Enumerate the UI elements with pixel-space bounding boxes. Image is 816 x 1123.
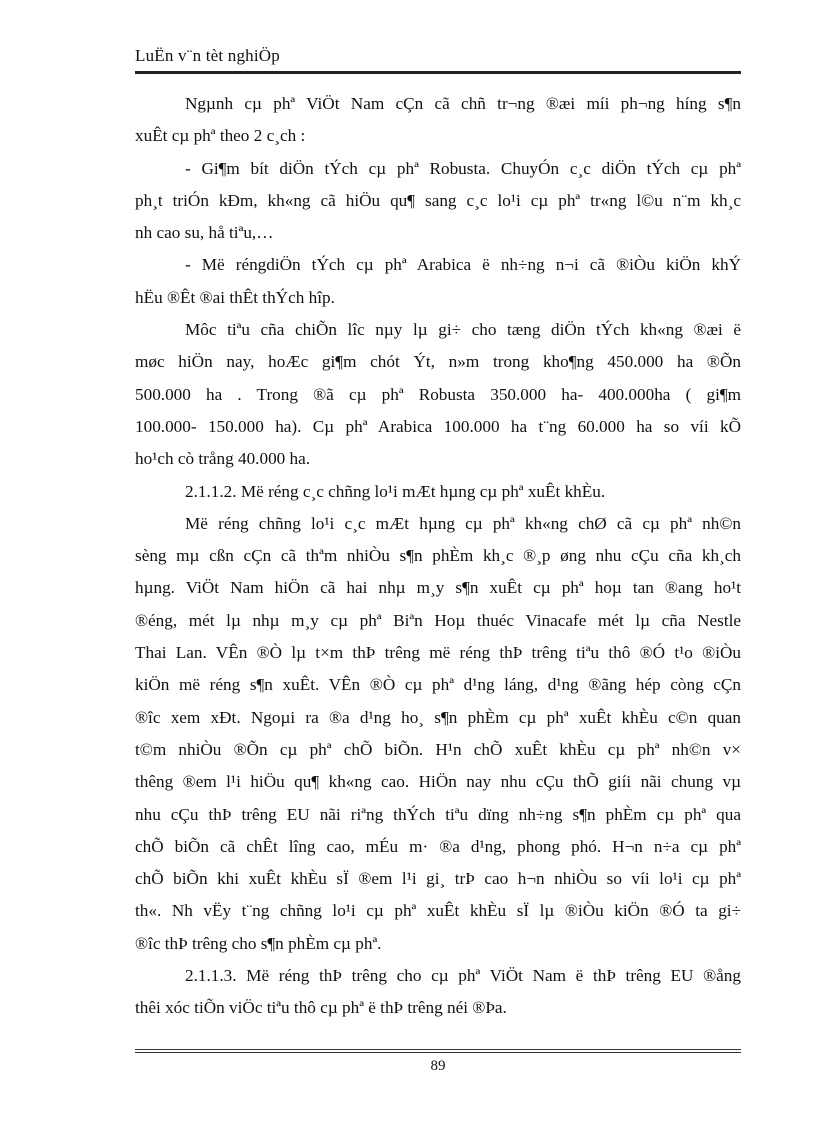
text-line: 100.000- 150.000 ha). Cµ phª Arabica 100.000 ha t¨ng 60.000 ha so víi kÕ [135, 416, 741, 436]
text-line: nh cao su, hå tiªu,… [135, 223, 274, 243]
text-line: chÕ biÕn khi xuÊt khÈu sÏ ®em l¹i gi¸ trÞ cao h¬n nhiÒu so víi lo¹i cµ phª [135, 869, 741, 889]
paragraph [135, 508, 741, 960]
text-line: Thai Lan. VÊn ®Ò lµ t×m thÞ trêng më réng thÞ trêng tiªu thô ®Ó t¹o ®iÒu [135, 643, 741, 663]
text-line: 2.1.1.2. Më réng c¸c chñng lo¹i mÆt hµng cµ phª xuÊt khÈu. [185, 481, 606, 501]
text-line: Ngµnh cµ phª ViÖt Nam cÇn cã chñ tr¬ng ®æi míi ph¬ng híng s¶n [185, 94, 741, 113]
text-line: - Gi¶m bít diÖn tÝch cµ phª Robusta. ChuyÓn c¸c diÖn tÝch cµ phª [185, 158, 741, 178]
text-line: Më réng chñng lo¹i c¸c mÆt hµng cµ phª kh«ng chØ cã cµ phª nh©n [185, 513, 741, 533]
text-line: sèng mµ cßn cÇn cã thªm nhiÒu s¶n phÈm kh¸c ®¸p øng nhu cÇu cña kh¸ch [135, 546, 741, 566]
text-line: chÕ biÕn cã chÊt lîng cao, mÉu m· ®a d¹ng, phong phó. H¬n n÷a cµ phª [135, 836, 741, 856]
text-line: ®îc thÞ trêng cho s¶n phÈm cµ phª. [135, 933, 382, 953]
document-body [135, 88, 741, 1025]
text-line: hµng. ViÖt Nam hiÖn cã hai nhµ m¸y s¶n xuÊt cµ phª hoµ tan ®ang ho¹t [135, 578, 741, 598]
paragraph [135, 249, 741, 314]
text-line: xuÊt cµ phª theo 2 c¸ch : [135, 126, 306, 146]
text-line: 2.1.1.3. Më réng thÞ trêng cho cµ phª ViÖt Nam ë thÞ trêng EU ®ång [185, 966, 741, 986]
page-number: 89 [430, 1058, 446, 1074]
footer-rule [135, 1049, 741, 1053]
text-line: ®îc xem xÐt. Ngoµi ra ®a d¹ng ho¸ s¶n phÈm cµ phª xuÊt khÈu c©n quan [135, 707, 741, 727]
text-line: ph¸t triÓn kÐm, kh«ng cã hiÖu qu¶ sang c¸c lo¹i cµ phª tr«ng l©u n¨m kh¸c [135, 190, 741, 210]
text-line: th«. Nh vËy t¨ng chñng lo¹i cµ phª xuÊt khÈu sÏ lµ ®iÒu kiÖn ®Ó ta gi÷ [135, 901, 741, 921]
text-line: ®éng, mét lµ nhµ m¸y cµ phª Biªn Hoµ thuéc Vinacafe mét lµ cña Nestle [135, 610, 741, 630]
header-rule [135, 71, 741, 74]
paragraph [135, 314, 741, 475]
text-line: thêng ®em l¹i hiÖu qu¶ kh«ng cao. HiÖn nay nhu cÇu thÕ giíi nãi chung vµ [135, 772, 741, 792]
paragraph [135, 476, 741, 508]
paragraph [135, 153, 741, 250]
text-line: ho¹ch cò trång 40.000 ha. [135, 449, 311, 469]
text-line: 500.000 ha . Trong ®ã cµ phª Robusta 350.000 ha- 400.000ha ( gi¶m [135, 384, 741, 404]
paragraph [135, 960, 741, 1025]
text-line: hËu ®Êt ®ai thÊt thÝch hîp. [135, 287, 335, 307]
text-line: Môc tiªu cña chiÕn lîc nµy lµ gi÷ cho tæng diÖn tÝch kh«ng ®æi ë [185, 320, 741, 340]
text-line: møc hiÖn nay, hoÆc gi¶m chót Ýt, n»m trong kho¶ng 450.000 ha ®Õn [135, 352, 741, 372]
text-line: kiÖn më réng s¶n xuÊt. VÊn ®Ò cµ phª d¹ng láng, d¹ng ®ãng hép còng cÇn [135, 675, 741, 695]
paragraph [135, 88, 741, 153]
text-line: nhu cÇu thÞ trêng EU nãi riªng thÝch tiªu dïng nh÷ng s¶n phÈm cµ phª qua [135, 804, 741, 824]
page-header-title: LuËn v¨n tèt nghiÖp [135, 46, 280, 65]
text-line: - Më réngdiÖn tÝch cµ phª Arabica ë nh÷ng n¬i cã ®iÒu kiÖn khÝ [185, 255, 741, 275]
text-line: t©m nhiÒu ®Õn cµ phª chÕ biÕn. H¹n chÕ xuÊt khÈu cµ phª nh©n v× [135, 739, 741, 759]
text-line: thêi xóc tiÕn viÖc tiªu thô cµ phª ë thÞ trêng néi ®Þa. [135, 998, 507, 1018]
